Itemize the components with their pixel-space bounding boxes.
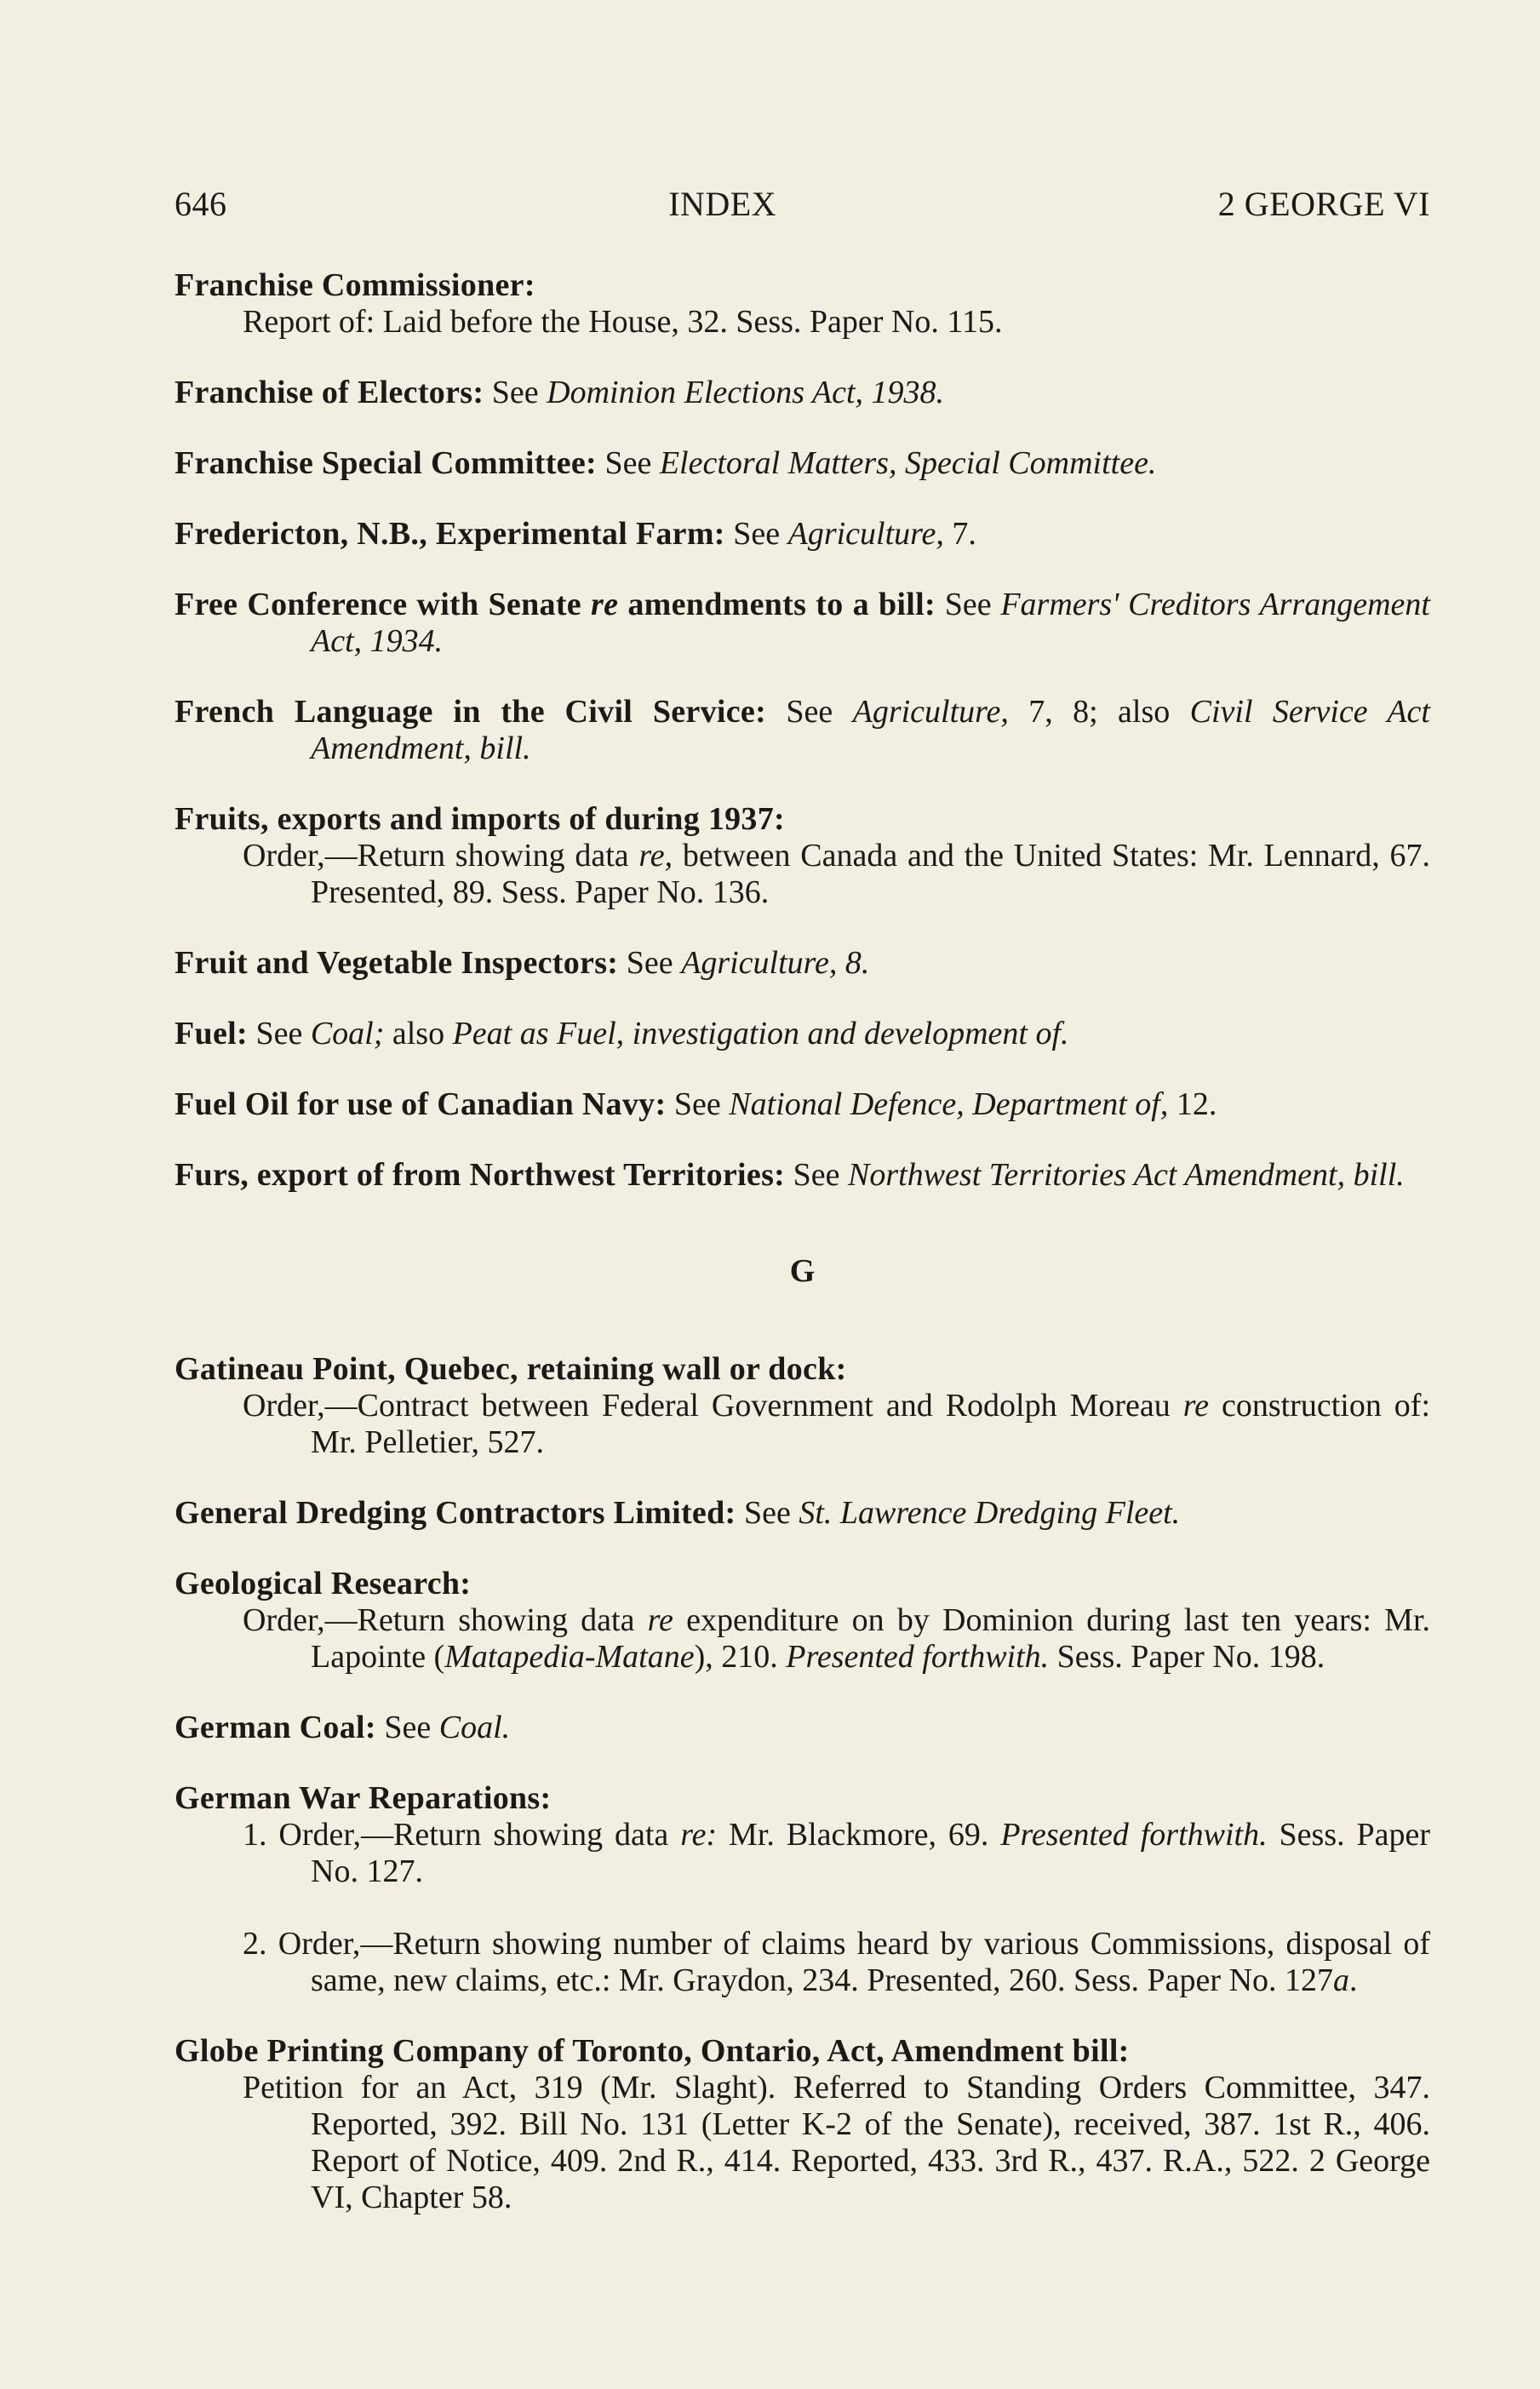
entry-subentry (175, 1388, 1430, 1461)
page-title: INDEX (668, 185, 777, 223)
subentry-text: Sess. Paper No. 198. (1056, 1639, 1325, 1675)
cross-reference: Agriculture, (787, 516, 944, 552)
entry-term: Fruits, exports and imports of during 1937: (175, 801, 785, 837)
entry-term: Globe Printing Company of Toronto, Ontario, Act, Amendment bill: (175, 2033, 1130, 2069)
page-ref: 7, 8; also (1028, 694, 1171, 730)
cross-reference: Coal. (438, 1710, 511, 1745)
numbered-subentry (175, 1817, 1430, 1890)
entry-term: Fuel: (175, 1016, 248, 1051)
entry-subentry (175, 1602, 1430, 1676)
see-word: See (491, 375, 539, 410)
page-ref: 12. (1176, 1086, 1217, 1122)
see-word: See (944, 587, 992, 622)
subentry-text: ), 210. (694, 1639, 778, 1675)
subentry-text: Sess. Paper No. 127. (311, 1817, 1431, 1889)
entry-term: French Language in the Civil Service: (175, 694, 767, 730)
entry-term: Fruit and Vegetable Inspectors: (175, 945, 619, 981)
constituency-name: Matapedia-Matane (444, 1639, 695, 1675)
entry-line (175, 445, 1430, 482)
cross-reference: Civil Service Act Amendment, bill. (311, 694, 1430, 766)
entry-term: Franchise of Electors: (175, 375, 484, 410)
entry-term: Fuel Oil for use of Canadian Navy: (175, 1086, 667, 1122)
entry-term: Fredericton, N.B., Experimental Farm: (175, 516, 725, 552)
page-ref: also (392, 1016, 445, 1051)
cross-reference: Agriculture, (852, 694, 1009, 730)
section-letter: G (789, 1253, 816, 1289)
cross-reference: Farmers' Creditors Arrangement Act, 1934. (311, 587, 1430, 659)
subentry-text: Mr. Blackmore, 69. (729, 1817, 989, 1853)
index-entry (175, 1780, 1430, 1999)
numbered-subentry (175, 1926, 1430, 1999)
see-word: See (786, 694, 833, 730)
index-entry (175, 375, 1430, 411)
cross-reference: Agriculture, 8. (681, 945, 870, 981)
entry-line (175, 587, 1430, 660)
subentry-text: 2. Order,—Return showing number of claims heard by various Commissions, disposal of same, new claims, etc.: Mr. Graydon, 234. Presented, 260. Sess. Paper No. 127 (243, 1926, 1430, 1998)
session-label: 2 GEORGE VI (1217, 185, 1430, 223)
cross-reference: Coal; (310, 1016, 385, 1051)
index-entry (175, 587, 1430, 660)
page-ref: 7. (952, 516, 976, 552)
index-entry (175, 267, 1430, 341)
entry-line (175, 1086, 1430, 1123)
entry-term-part: amendments to a bill: (627, 587, 936, 622)
cross-reference: Northwest Territories Act Amendment, bill. (848, 1157, 1405, 1193)
see-word: See (384, 1710, 432, 1745)
index-entry (175, 945, 1430, 982)
entry-subentry (175, 838, 1430, 911)
entry-term: Franchise Special Committee: (175, 445, 597, 481)
subentry-text: . (1349, 1962, 1358, 1998)
index-entry (175, 694, 1430, 767)
subentry-text: Order,—Return showing data (243, 1602, 635, 1638)
index-entry (175, 801, 1430, 911)
see-word: See (733, 516, 781, 552)
subentry-text: construction of: Mr. Pelletier, 527. (311, 1388, 1431, 1460)
entry-term-part: Free Conference with Senate (175, 587, 581, 622)
entry-term: Gatineau Point, Quebec, retaining wall or dock: (175, 1351, 847, 1387)
presented-note: Presented forthwith. (1000, 1817, 1268, 1853)
entry-term-re: re (591, 587, 619, 622)
subentry-text: between Canada and the United States: Mr. Lennard, 67. Presented, 89. Sess. Paper No. 136. (311, 838, 1431, 910)
index-entry (175, 2033, 1430, 2216)
see-word: See (673, 1086, 721, 1122)
paper-suffix: a (1333, 1962, 1350, 1998)
see-word: See (255, 1016, 303, 1051)
index-entry (175, 1016, 1430, 1052)
entry-term: German Coal: (175, 1710, 376, 1745)
index-entry (175, 1351, 1430, 1461)
see-word: See (604, 445, 652, 481)
index-entry (175, 1495, 1430, 1532)
index-page (175, 186, 1430, 2250)
cross-reference: St. Lawrence Dredging Fleet. (799, 1495, 1181, 1531)
cross-reference: Peat as Fuel, investigation and development of. (452, 1016, 1069, 1051)
see-word: See (626, 945, 673, 981)
presented-note: Presented forthwith. (786, 1639, 1050, 1675)
index-entry (175, 1157, 1430, 1194)
entry-term: German War Reparations: (175, 1780, 552, 1816)
entry-line (175, 1710, 1430, 1746)
index-entry (175, 1566, 1430, 1676)
index-entry (175, 445, 1430, 482)
entry-line (175, 516, 1430, 553)
cross-reference: National Defence, Department of, (729, 1086, 1169, 1122)
entry-term: Furs, export of from Northwest Territories: (175, 1157, 786, 1193)
entry-subentry: Petition for an Act, 319 (Mr. Slaght). Referred to Standing Orders Committee, 347. Reported, 392. Bill No. 131 (Letter K-2 of the Senate), received, 387. 1st R., 406. Report of Notice, 409. 2nd R., 414. Reported, 433. 3rd R., 437. R.A., 522. 2 George VI, Chapter 58. (243, 2070, 1430, 2215)
running-head (175, 186, 1430, 223)
entry-line (175, 1016, 1430, 1052)
entry-term (175, 587, 936, 622)
entry-term: Geological Research: (175, 1566, 472, 1601)
subentry-re: re (1182, 1388, 1209, 1424)
entry-line (175, 1157, 1430, 1194)
subentry-re: re: (680, 1817, 718, 1853)
cross-reference: Dominion Elections Act, 1938. (547, 375, 945, 410)
index-entry (175, 1710, 1430, 1746)
see-word: See (793, 1157, 840, 1193)
subentry-text: Order,—Contract between Federal Government and Rodolph Moreau (243, 1388, 1171, 1424)
page-number: 646 (175, 185, 227, 223)
index-entry (175, 1086, 1430, 1123)
subentry-text: Order,—Return showing data (243, 838, 629, 874)
entry-line (175, 945, 1430, 982)
entry-line (175, 375, 1430, 411)
subentry-text: 1. Order,—Return showing data (243, 1817, 669, 1853)
entry-line (175, 1495, 1430, 1532)
see-word: See (743, 1495, 791, 1531)
entry-subentry: Report of: Laid before the House, 32. Sess. Paper No. 115. (243, 304, 1003, 340)
subentry-re: re (647, 1602, 673, 1638)
subentry-re: re, (638, 838, 673, 874)
index-entry (175, 516, 1430, 553)
entry-term: General Dredging Contractors Limited: (175, 1495, 736, 1531)
entry-term: Franchise Commissioner: (175, 267, 535, 303)
cross-reference: Electoral Matters, Special Committee. (659, 445, 1157, 481)
entry-line (175, 694, 1430, 767)
subentry-text: expenditure on by Dominion during last ten years: Mr. Lapointe ( (311, 1602, 1431, 1675)
